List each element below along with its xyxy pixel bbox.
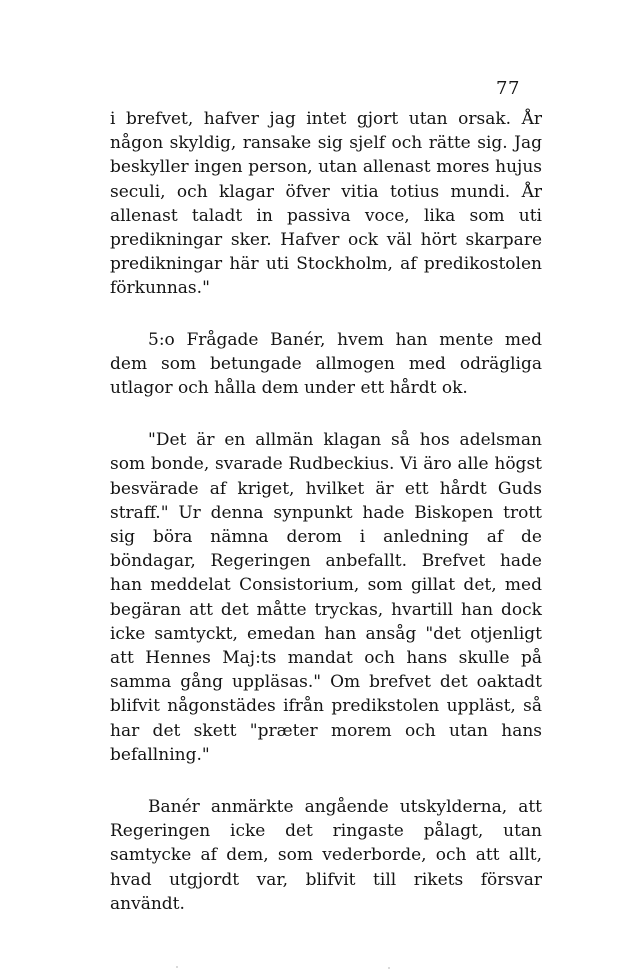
paragraph-baner-remark: Banér anmärkte angående utskylderna, att Regeringen icke det ringaste pålagt, utan samtycke af dem, som vederborde, och att allt, hvad utgjordt var, blifvit till rikets försvar användt. [110, 797, 542, 914]
body-text [110, 107, 542, 916]
paragraph-question-five: 5:o Frågade Banér, hvem han mente med dem som betungade allmogen med odrägliga utlagor och hålla dem under ett hårdt ok. [110, 329, 542, 399]
paragraph-continuation: i brefvet, hafver jag intet gjort utan orsak. År någon skyldig, ransake sig sjelf och rätte sig. Jag beskyller ingen person, utan allenast mores hujus seculi, och klagar öfver vitia totius mundi. År allenast taladt in passiva voce, lika som uti predikningar sker. Hafver ock väl hört skarpare predikningar här uti Stockholm, af predikostolen förkunnas." [110, 109, 542, 299]
paragraph-rudbeckius-reply: "Det är en allmän klagan så hos adelsman som bonde, svarade Rudbeckius. Vi äro alle högst besvärade af kriget, hvilket är ett hårdt Guds straff." Ur denna synpunkt hade Biskopen trott sig böra nämna derom i anledning af de böndagar, Regeringen anbefallt. Brefvet hade han meddelat Consistorium, som gillat det, med begäran att det måtte tryckas, hvartill han dock icke samtyckt, emedan han ansåg "det otjenligt att Hennes Maj:ts mandat och hans skulle på samma gång uppläsas." Om brefvet det oaktadt blifvit någonstädes ifrån predikstolen uppläst, så har det skett "præter morem och utan hans befallning." [110, 430, 542, 765]
paper-speck [176, 966, 178, 968]
paper-speck [388, 967, 390, 969]
page-number: 77 [496, 78, 520, 99]
